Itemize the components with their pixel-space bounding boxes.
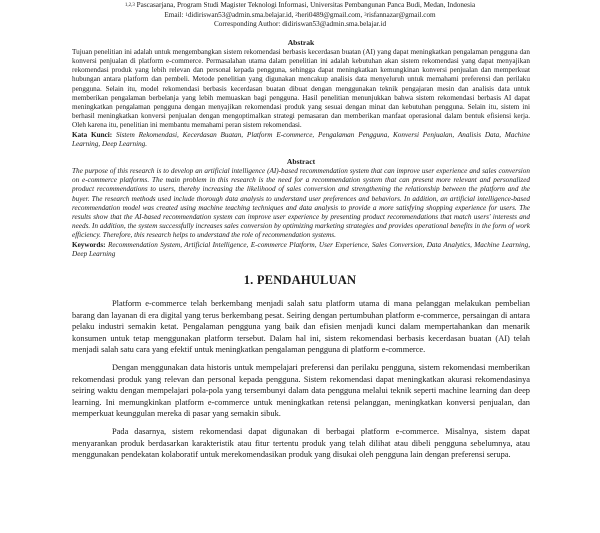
kata-kunci-label: Kata Kunci: <box>72 130 113 139</box>
paragraph: Pada dasarnya, sistem rekomendasi dapat digunakan di berbagai platform e-commerce. Misalnya, sistem dapat menyarankan produk berdasarkan karakteristik atau fitur tertentu produk yang telah dilihat atau dibeli pengguna sebelumnya, atau menggunakan pendekatan kolaboratif untuk merekomendasikan produk yang disukai oleh pengguna lain dengan preferensi serupa. <box>72 426 530 460</box>
affiliation-line <box>60 1 540 11</box>
paragraph: Platform e-commerce telah berkembang menjadi salah satu platform utama di mana pelanggan melakukan pembelian barang dan layanan di era digital yang terus berkembang pesat. Seiring dengan pertumbuhan platform e-commerce, persaingan di antara pelaku industri semakin ketat. Pengalaman pengguna yang baik dan efisien menjadi kunci dalam mempertahankan dan menarik konsumen untuk tetap menggunakan platform tersebut. Dalam hal ini, sistem rekomendasi berbasis kecerdasan buatan (AI) telah menjadi salah satu cara yang efektif untuk meningkatkan pengalaman pengguna di platform e-commerce. <box>72 299 530 355</box>
email-1[interactable]: didiriswan53@admin.sma.belajar.id, <box>187 10 294 19</box>
kata-kunci-value: Sistem Rekomendasi, Kecerdasan Buatan, Platform E-commerce, Pengalaman Pengguna, Konversi Penjualan, Analisis Data, Machine Learning, Deep Learning. <box>72 130 531 148</box>
keywords-label: Keywords: <box>72 240 106 249</box>
kata-kunci <box>72 131 530 149</box>
affiliation-sup: 1,2,3 <box>124 3 135 8</box>
email-sup-2: 2 <box>295 12 298 18</box>
abstrak-title: Abstrak <box>287 37 315 47</box>
email-line <box>60 11 540 21</box>
abstrak-text: Tujuan penelitian ini adalah untuk mengembangkan sistem rekomendasi berbasis kecerdasan buatan (AI) yang dapat meningkatkan pengalaman pengguna dan konversi penjualan di platform e-commerce. Permasalahan utama dalam penelitian ini adalah kebutuhan akan sistem rekomendasi yang dapat menyajikan rekomendasi produk yang lebih relevan dan personal kepada pengguna, sehingga dapat meningkatkan kemungkinan konversi penjualan dan memperkuat hubungan antara platform dan pembeli. Metode penelitian yang digunakan mencakup analisis data menyeluruh untuk memahami preferensi dan perilaku pengguna. Selain itu, model rekomendasi berbasis kecerdasan buatan dibuat dengan menggunakan teknik pengajaran mesin dan analisis data untuk memberikan pengalaman berbelanja yang lebih memuaskan bagi pengguna. Hasil penelitian menunjukkan bahwa sistem rekomendasi berbasis AI dapat meningkatkan pengalaman pengguna dengan menyajikan rekomendasi produk yang sesuai dengan minat dan kebutuhan pengguna. Selain itu, sistem ini berhasil meningkatkan konversi penjualan dengan mengoptimalkan strategi pemasaran dan memberikan manfaat operasional dalam bentuk efisiensi kerja. Oleh karena itu, penelitian ini membantu memahami peran sistem rekomendasi. <box>72 47 530 130</box>
email-sup-1: 1 <box>185 12 188 18</box>
keywords <box>72 241 530 259</box>
email-2[interactable]: heri0489@gmail.com, <box>297 10 363 19</box>
abstract-text: The purpose of this research is to develop an artificial intelligence (AI)-based recommendation system that can improve user experience and sales conversion on e-commerce platforms. The main problem in this research is the need for a recommendation system that can present more relevant and personalized product recommendations to users, thereby increasing the likelihood of sales conversion and strengthening the relationship between the platform and the buyer. The research methods used include thorough data analysis to understand user preferences and behaviors. In addition, an artificial intelligence-based recommendation model was created using machine teaching techniques and data analysis to provide a more satisfying shopping experience for users. The results show that the AI-based recommendation system can improve user experience by presenting product recommendations that match users' interests and needs. In addition, the system successfully increases sales conversion by optimizing marketing strategies and provides operational benefits in the form of work efficiency. Therefore, this research helps to understand the role of recommendation systems. <box>72 167 530 240</box>
abstract-section <box>0 157 600 259</box>
affiliation-text: Pascasarjana, Program Studi Magister Teknologi Informasi, Universitas Pembangunan Panca Budi, Medan, Indonesia <box>136 1 476 9</box>
affiliation-block <box>0 1 600 30</box>
email-3[interactable]: risfannazar@gmail.com <box>366 10 436 19</box>
corresponding-author: Corresponding Author: didiriswan53@admin.sma.belajar.id <box>213 20 387 29</box>
paragraph: Dengan menggunakan data historis untuk mempelajari preferensi dan perilaku pengguna, sistem rekomendasi memberikan rekomendasi produk yang relevan dan personal kepada pengguna. Sistem rekomendasi dapat meningkatkan akurasi rekomendasinya seiring waktu dengan mempelajari pola-pola yang tersembunyi dalam data pengguna melalui teknik seperti machine learning dan deep learning. Ini memungkinkan platform e-commerce untuk meningkatkan retensi pelanggan, meningkatkan konversi penjualan, dan memperkuat keunggulan mereka di pasar yang semakin sibuk. <box>72 363 530 419</box>
section-heading: 1. PENDAHULUAN <box>243 273 357 288</box>
keywords-value: Recommendation System, Artificial Intelligence, E-commerce Platform, User Experience, Sales Conversion, Data Analytics, Machine Learning, Deep Learning <box>72 240 531 258</box>
abstrak-section <box>0 38 600 149</box>
email-label: Email: <box>164 10 184 19</box>
body-text <box>0 298 600 461</box>
abstract-title: Abstract <box>286 157 316 167</box>
email-sup-3: 3 <box>364 12 367 18</box>
